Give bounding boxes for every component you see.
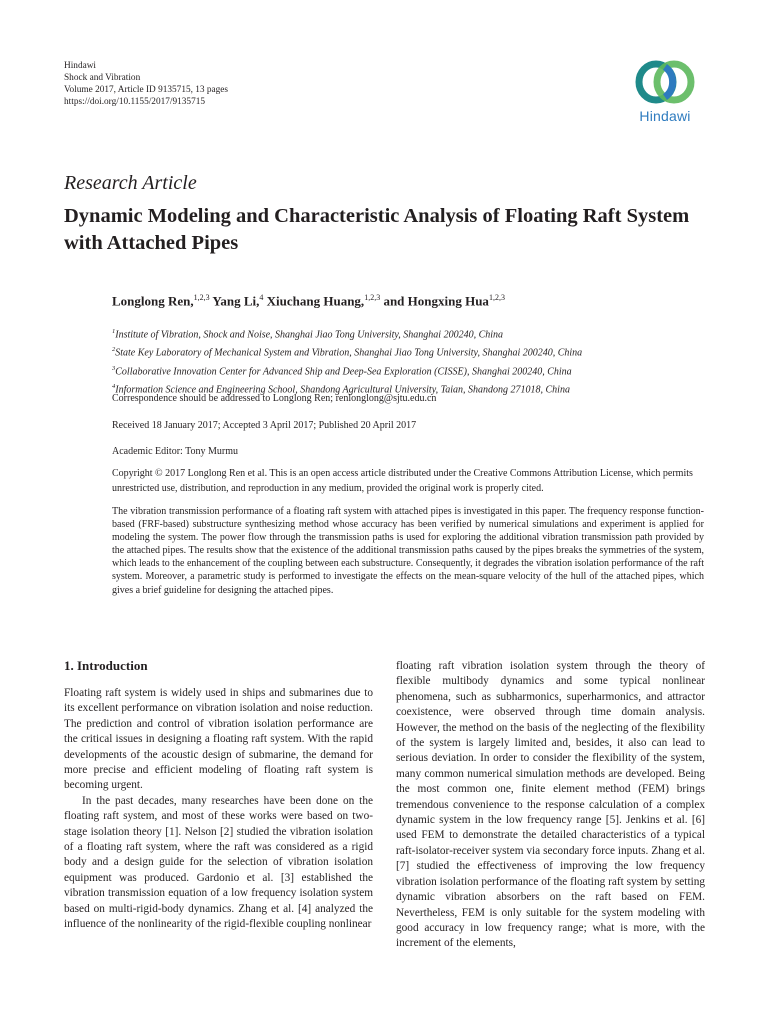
article-title: Dynamic Modeling and Characteristic Analysis of Floating Raft System with Attached Pipes <box>64 205 690 254</box>
abstract: The vibration transmission performance of a floating raft system with attached pipes is investigated in this paper. The frequency response function-based (FRF-based) substructure synthesizing method whose accuracy has been verified by numerical simulations and experiment is applied for modeling the system. The power flow through the transmission paths is used for exploring the additional vibration transmission path provided by the attached pipes. The results show that the existence of the additional transmission paths caused by the pipes breaks the symmetries of the system, which leads to the enhancement of the coupling between each substructure. Consequently, it degrades the vibration isolation performance of the raft system. Moreover, a parametric study is performed to investigate the effects on the mean-square velocity of the hull of the attached pipes, which gives a brief guideline for designing the attached pipes. <box>112 506 704 596</box>
author-affiliation-sup: 1,2,3 <box>364 293 381 302</box>
body-paragraph: floating raft vibration isolation system through the theory of flexible multibody dynamics and some typical nonlinear phenomena, such as subharmonics, superharmonics, and attractor coexistence, were observed through time domain analysis. However, the method on the basis of the neglecting of the flexibility of the system is largely limited and, besides, it also can lead to serious deviation. In order to consider the flexibility of the system, many common numerical simulation methods are developed. Being the most common one, finite element method (FEM) brings tremendous convenience to the response calculation of a complex dynamic system in the low frequency range [5]. Jenkins et al. [6] used FEM to demonstrate the detailed characteristics of a typical raft-isolator-receiver system via secondary force inputs. Zhang et al. [7] studied the effectiveness of improving the low frequency vibration isolation performance of the floating raft system by setting dynamic vibration absorbers on the raft based on FEM. Nevertheless, FEM is only suitable for the system modeling with good accuracy in low frequency range; what is more, with the increment of the elements, <box>396 660 706 950</box>
body-paragraph: In the past decades, many researches have been done on the floating raft system, and most of these works were based on two-stage isolation theory [1]. Nelson [2] studied the vibration isolation of a floating raft system, where the raft was considered as a rigid body and a design guide for the selection of vibration isolation equipment was produced. Gardonio et al. [3] established the vibration transmission equation of a low frequency isolation system based on multi-rigid-body dynamics. Zhang et al. [4] analyzed the influence of the nonlinearity of the rigid-flexible coupling nonlinear <box>64 794 373 931</box>
publication-dates: Received 18 January 2017; Accepted 3 April 2017; Published 20 April 2017 <box>112 420 417 431</box>
body-paragraph: Floating raft system is widely used in ships and submarines due to its excellent performance on vibration isolation and noise reduction. The prediction and control of vibration isolation performance are the critical issues in designing a floating raft system. With the rapid developments of the acoustic design of submarine, the demand for more precise and efficient modeling of floating raft system is becoming urgent. <box>64 687 373 792</box>
affiliation-item: $^2$State Key Laboratory of Mechanical System and Vibration, Shanghai Jiao Tong University, Shanghai 200240, China <box>112 346 583 359</box>
volume-line: Volume 2017, Article ID 9135715, 13 pages <box>64 85 229 95</box>
author-name: Hongxing Hua <box>407 293 489 309</box>
affiliation-list <box>112 324 712 397</box>
correspondence-note: Correspondence should be addressed to Longlong Ren; renlonglong@sjtu.edu.cn <box>112 393 437 404</box>
journal-name: Shock and Vibration <box>64 73 141 83</box>
author-list: Longlong Ren,$^{1,2,3}$ Yang Li,$^4$ Xiuchang Huang,$^{1,2,3}$ and Hongxing Hua$^{1,2,3}$ <box>112 293 505 309</box>
author-name: Longlong Ren, <box>112 293 194 309</box>
body-column-left <box>64 686 373 933</box>
author-affiliation-sup: 4 <box>259 293 264 302</box>
affiliation-item: $^3$Collaborative Innovation Center for Advanced Ship and Deep-Sea Exploration (CISSE), Shanghai 200240, China <box>112 364 572 377</box>
publisher-name: Hindawi <box>64 61 97 71</box>
copyright-notice: Copyright © 2017 Longlong Ren et al. This is an open access article distributed under the Creative Commons Attribution License, which permits unrestricted use, distribution, and reproduction in any medium, provided the original work is properly cited. <box>112 468 693 494</box>
section-heading-introduction: 1. Introduction <box>64 658 148 673</box>
author-affiliation-sup: 1,2,3 <box>193 293 210 302</box>
body-column-right <box>396 659 705 952</box>
hindawi-wordmark: Hindawi <box>639 108 691 124</box>
affiliation-item: $^4$Information Science and Engineering School, Shandong Agricultural University, Taian, Shandong 271018, China <box>112 382 570 396</box>
author-affiliation-sup: 1,2,3 <box>488 293 505 302</box>
academic-editor: Academic Editor: Tony Murmu <box>112 446 239 457</box>
article-type: Research Article <box>64 172 197 194</box>
affiliation-item: $^1$Institute of Vibration, Shock and Noise, Shanghai Jiao Tong University, Shanghai 200240, China <box>112 328 504 341</box>
author-name: Yang Li, <box>212 293 260 309</box>
author-name: Xiuchang Huang, <box>266 293 365 309</box>
journal-masthead <box>64 60 228 108</box>
doi-link[interactable]: https://doi.org/10.1155/2017/9135715 <box>64 97 206 107</box>
hindawi-logo-icon <box>634 58 696 106</box>
hindawi-logo <box>622 58 708 138</box>
